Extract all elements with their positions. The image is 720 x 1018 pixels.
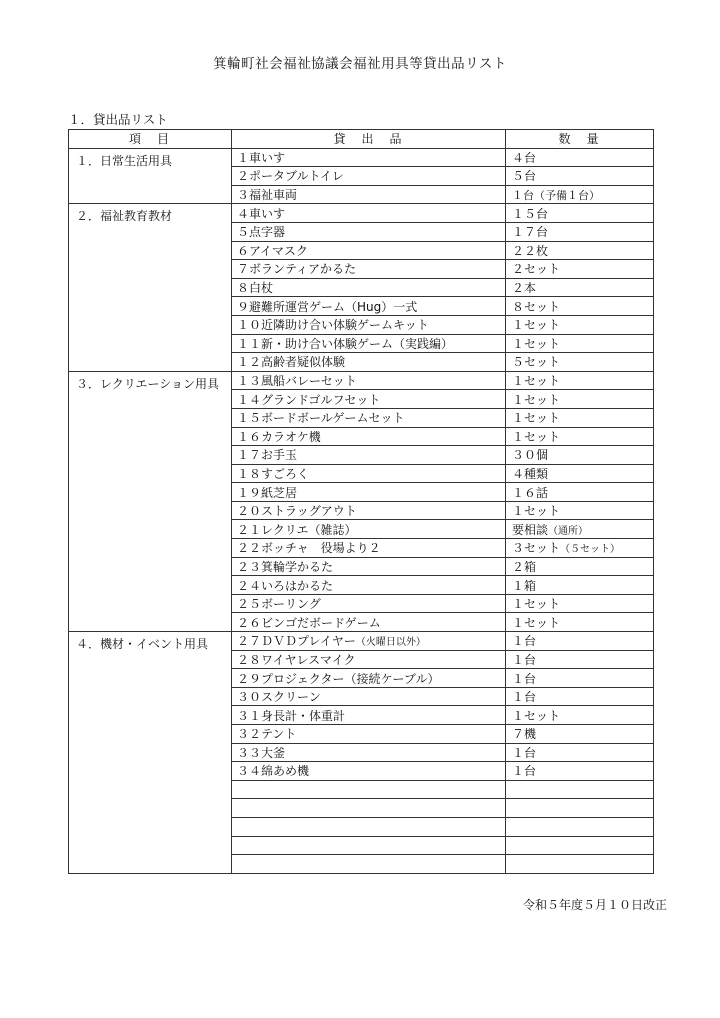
item-name: １車いす	[237, 150, 286, 165]
item-name-cell	[232, 260, 506, 279]
column-header-item: 貸 出 品	[232, 130, 506, 149]
item-name: ２４いろはかるた	[237, 578, 334, 593]
item-quantity-cell	[506, 539, 654, 558]
item-quantity: １セット	[512, 708, 561, 723]
item-quantity: ２セット	[512, 262, 561, 277]
item-name: ２２ボッチャ 役場より２	[237, 541, 381, 556]
item-quantity: ４台	[512, 150, 537, 165]
item-quantity-cell	[506, 687, 654, 706]
item-name-cell	[232, 204, 506, 223]
item-quantity: ２本	[512, 281, 537, 296]
item-name-cell	[232, 762, 506, 781]
item-quantity-cell	[506, 483, 654, 502]
item-quantity-cell	[506, 260, 654, 279]
item-name-cell	[232, 446, 506, 465]
item-quantity: １台	[512, 745, 537, 760]
item-name-cell	[232, 650, 506, 669]
item-quantity-cell	[506, 167, 654, 186]
item-name-cell	[232, 353, 506, 372]
item-name-cell	[232, 613, 506, 632]
item-name: ２６ビンゴだボードゲーム	[237, 615, 381, 630]
item-quantity: １セット	[512, 597, 561, 612]
item-name: ６アイマスク	[237, 243, 308, 258]
item-name-cell	[232, 185, 506, 204]
category-label: ４．機材・イベント用具	[69, 632, 232, 874]
item-name-cell	[232, 297, 506, 316]
item-quantity-cell	[506, 836, 654, 855]
item-name-cell	[232, 371, 506, 390]
item-quantity: 要相談	[512, 522, 549, 537]
item-quantity: １台	[512, 764, 537, 779]
item-name: ９避難所運営ゲーム（Hug）一式	[237, 299, 418, 314]
item-quantity: １セット	[512, 392, 561, 407]
item-name-cell	[232, 836, 506, 855]
item-name-cell	[232, 464, 506, 483]
item-name: ２３箕輪学かるた	[237, 559, 334, 574]
item-name: ５点字器	[237, 225, 286, 240]
item-name-cell	[232, 315, 506, 334]
item-name: １１新・助け合い体験ゲーム（実践編）	[237, 336, 454, 351]
column-header-quantity: 数 量	[506, 130, 654, 149]
item-quantity-cell	[506, 725, 654, 744]
item-quantity-cell	[506, 408, 654, 427]
item-name-cell	[232, 706, 506, 725]
revision-date: 令和５年度５月１０日改正	[522, 898, 667, 912]
item-quantity: １セット	[512, 429, 561, 444]
item-name-cell	[232, 855, 506, 874]
item-name-cell	[232, 669, 506, 688]
item-quantity: ３セット	[512, 541, 561, 556]
item-name: １４グランドゴルフセット	[237, 392, 381, 407]
document-title: 箕輪町社会福祉協議会福祉用具等貸出品リスト	[213, 56, 507, 72]
item-quantity-cell	[506, 669, 654, 688]
item-name: ２７ＤＶＤプレイヤー	[237, 634, 356, 649]
item-name: ２ポータブルトイレ	[237, 169, 344, 184]
item-quantity: １セット	[512, 411, 561, 426]
item-quantity-cell	[506, 297, 654, 316]
item-quantity-cell	[506, 817, 654, 836]
item-quantity: ７機	[512, 727, 537, 742]
item-quantity: ５台	[512, 169, 537, 184]
item-name: ４車いす	[237, 206, 286, 221]
item-quantity-cell	[506, 315, 654, 334]
item-quantity-cell	[506, 632, 654, 651]
table-row	[69, 148, 654, 167]
item-name-cell	[232, 408, 506, 427]
item-quantity-cell	[506, 501, 654, 520]
item-name: ３１身長計・体重計	[237, 708, 346, 723]
item-quantity-cell	[506, 576, 654, 595]
item-name-cell	[232, 167, 506, 186]
item-name-cell	[232, 148, 506, 167]
item-quantity: ２２枚	[512, 243, 549, 258]
item-name-cell	[232, 390, 506, 409]
item-name: ２５ボーリング	[237, 597, 321, 612]
item-quantity: １台	[512, 634, 537, 649]
item-quantity-cell	[506, 557, 654, 576]
item-quantity-cell	[506, 520, 654, 539]
item-name-cell	[232, 576, 506, 595]
item-name: ２８ワイヤレスマイク	[237, 652, 356, 667]
item-quantity: １箱	[512, 578, 537, 593]
item-quantity-cell	[506, 446, 654, 465]
column-header-category: 項 目	[69, 130, 232, 149]
item-quantity-cell	[506, 371, 654, 390]
item-name: １２高齢者疑似体験	[237, 355, 346, 370]
item-quantity: １台	[512, 652, 537, 667]
item-quantity-cell	[506, 464, 654, 483]
item-name: ３４綿あめ機	[237, 764, 310, 779]
item-quantity: １６話	[512, 485, 549, 500]
rental-items-table	[68, 129, 654, 874]
item-quantity-cell	[506, 780, 654, 799]
table-row	[69, 371, 654, 390]
item-name: １６カラオケ機	[237, 429, 321, 444]
item-name-cell	[232, 743, 506, 762]
item-quantity: １セット	[512, 374, 561, 389]
item-name-cell	[232, 520, 506, 539]
item-quantity: ４種類	[512, 466, 549, 481]
item-quantity-cell	[506, 334, 654, 353]
item-quantity-cell	[506, 185, 654, 204]
item-quantity: ５セット	[512, 355, 561, 370]
item-name-cell	[232, 483, 506, 502]
category-label: １．日常生活用具	[69, 148, 232, 204]
item-quantity-cell	[506, 204, 654, 223]
item-name-cell	[232, 632, 506, 651]
item-quantity-cell	[506, 390, 654, 409]
item-name: １７お手玉	[237, 448, 298, 463]
table-row	[69, 204, 654, 223]
section-heading: １．貸出品リスト	[68, 112, 168, 127]
item-name: １０近隣助け合い体験ゲームキット	[237, 318, 429, 333]
item-quantity-cell	[506, 241, 654, 260]
item-quantity-cell	[506, 613, 654, 632]
item-name: １８すごろく	[237, 466, 310, 481]
item-quantity: １セット	[512, 336, 561, 351]
item-name: ３３大釜	[237, 745, 286, 760]
item-name-cell	[232, 241, 506, 260]
item-name: ２１レクリエ（雑誌）	[237, 522, 357, 537]
item-quantity: １台	[512, 671, 537, 686]
item-name-cell	[232, 334, 506, 353]
item-name-cell	[232, 725, 506, 744]
item-quantity-cell	[506, 594, 654, 613]
table-body	[69, 148, 654, 873]
item-name-cell	[232, 278, 506, 297]
item-quantity-cell	[506, 353, 654, 372]
item-quantity-note: （通所）	[548, 525, 589, 537]
item-name: ３福祉車両	[237, 188, 298, 203]
category-label: ２．福祉教育教材	[69, 204, 232, 371]
item-name: ７ボランティアかるた	[237, 262, 357, 277]
item-quantity-cell	[506, 278, 654, 297]
item-quantity: ８セット	[512, 299, 561, 314]
item-name-cell	[232, 817, 506, 836]
item-name: ８白杖	[237, 281, 274, 296]
item-name: １５ボードボールゲームセット	[237, 411, 405, 426]
item-quantity: １７台	[512, 225, 549, 240]
item-quantity-cell	[506, 222, 654, 241]
table-header-row	[69, 130, 654, 149]
item-name: １３風船バレーセット	[237, 374, 357, 389]
item-name: １９紙芝居	[237, 485, 298, 500]
item-quantity-cell	[506, 706, 654, 725]
item-name-cell	[232, 557, 506, 576]
item-quantity-cell	[506, 743, 654, 762]
item-quantity-cell	[506, 650, 654, 669]
item-quantity: １セット	[512, 318, 561, 333]
item-name: ２０ストラッグアウト	[237, 504, 357, 519]
item-quantity: １セット	[512, 615, 561, 630]
item-quantity: １５台	[512, 206, 549, 221]
item-name: ２９プロジェクター（接続ケーブル）	[237, 671, 440, 686]
item-name-cell	[232, 501, 506, 520]
item-quantity-note: （５セット）	[560, 544, 621, 556]
item-quantity-cell	[506, 427, 654, 446]
item-name: ３０スクリーン	[237, 690, 321, 705]
item-name-cell	[232, 427, 506, 446]
item-name-cell	[232, 799, 506, 818]
item-name-cell	[232, 780, 506, 799]
item-name: ３２テント	[237, 727, 297, 742]
item-quantity: １台（予備１台）	[512, 188, 600, 202]
table-row	[69, 632, 654, 651]
item-quantity-cell	[506, 799, 654, 818]
item-name-note: （火曜日以外）	[355, 637, 426, 649]
item-quantity: １セット	[512, 504, 561, 519]
item-quantity: ２箱	[512, 559, 537, 574]
item-quantity: ３０個	[512, 448, 549, 463]
category-label: ３．レクリエーション用具	[69, 371, 232, 631]
item-name-cell	[232, 687, 506, 706]
item-name-cell	[232, 594, 506, 613]
item-quantity-cell	[506, 855, 654, 874]
item-quantity: １台	[512, 690, 537, 705]
item-name-cell	[232, 222, 506, 241]
item-name-cell	[232, 539, 506, 558]
item-quantity-cell	[506, 762, 654, 781]
item-quantity-cell	[506, 148, 654, 167]
